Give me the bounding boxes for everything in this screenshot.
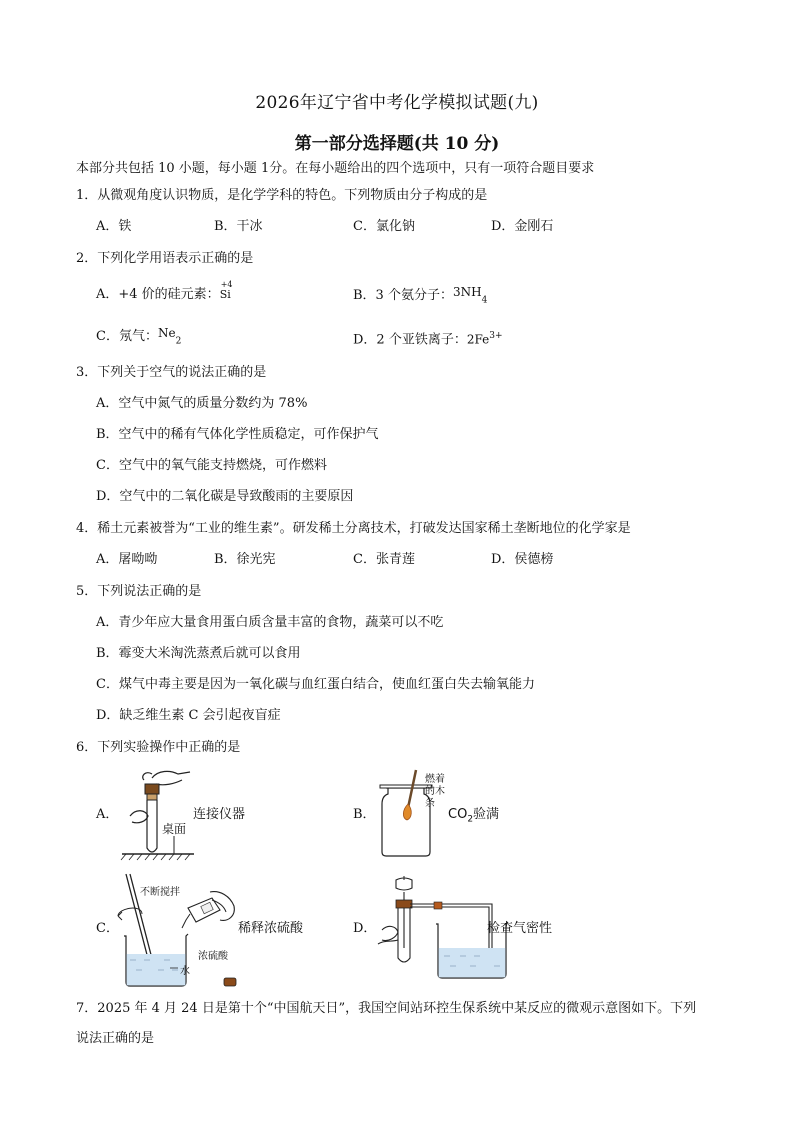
q2-option-c-subscript: 2	[175, 336, 182, 347]
q5-option-d: D．缺乏维生素 C 会引起夜盲症	[96, 708, 281, 723]
q2-option-b-formula: 3NH	[452, 285, 482, 299]
q6-option-b-note-line1: 燃着	[425, 774, 445, 785]
q6-option-a-caption: 连接仪器	[193, 807, 246, 822]
q6-option-b-note	[425, 774, 445, 810]
section-intro: 本部分共包括 10 小题，每小题 1分。在每小题给出的四个选项中，只有一项符合题目要求	[76, 161, 595, 176]
q6-option-b-note-line3: 条	[425, 798, 435, 809]
q7-stem-line1: 7．2025 年 4 月 24 日是第十个“中国航天日”，我国空间站环控生保系统中某反应的微观示意图如下。下列	[76, 1001, 697, 1016]
q6-option-b-subscript: 2	[467, 814, 474, 825]
q6-option-b-note-line2: 的木	[425, 786, 445, 797]
q2-option-c-text: C．氖气：	[96, 329, 158, 344]
q2-stem: 2．下列化学用语表示正确的是	[76, 251, 254, 266]
q2-option-a-valence: +4	[220, 280, 233, 289]
q2-option-a-element: Si	[219, 288, 231, 301]
q6-option-b-caption-text: 验满	[473, 807, 500, 822]
q4-option-c: C．张青莲	[353, 552, 415, 567]
q4-stem: 4．稀土元素被誉为“工业的维生素”。研发稀土分离技术，打破发达国家稀土垄断地位的化学家是	[76, 521, 631, 536]
q1-option-d: D．金刚石	[491, 219, 554, 234]
q2-option-a-symbol	[219, 280, 233, 303]
section-heading: 第一部分选择题(共 10 分)	[294, 134, 500, 154]
q1-stem: 1．从微观角度认识物质，是化学学科的特色。下列物质由分子构成的是	[76, 188, 488, 203]
q6-option-b-label: B．	[353, 807, 376, 822]
q6-option-c-note-water: 水	[180, 966, 190, 977]
q2-option-a-text: A．+4 价的硅元素：	[96, 287, 220, 302]
q6-option-b-formula: CO	[448, 807, 468, 822]
q2-option-d-text: D．2 个亚铁离子：	[353, 332, 467, 348]
q4-option-a: A．屠呦呦	[96, 552, 158, 567]
q6-option-a-label: A．	[96, 807, 119, 822]
q1-option-c: C．氯化钠	[353, 219, 415, 234]
q2-option-d	[353, 328, 503, 348]
q2-option-a	[96, 280, 233, 303]
q3-stem: 3．下列关于空气的说法正确的是	[76, 365, 267, 380]
q4-option-d: D．侯德榜	[491, 552, 554, 567]
q2-option-b-text: B．3 个氨分子：	[353, 288, 453, 303]
q2-option-d-charge: 3+	[489, 331, 503, 341]
q3-option-a: A．空气中氮气的质量分数约为 78%	[96, 396, 308, 411]
q1-option-a: A．铁	[96, 219, 132, 234]
page-title: 2026年辽宁省中考化学模拟试题(九)	[255, 93, 539, 113]
q6-option-a-note: 桌面	[162, 822, 187, 836]
q3-option-b: B．空气中的稀有气体化学性质稳定，可作保护气	[96, 427, 379, 442]
q7-stem-line2: 说法正确的是	[76, 1031, 155, 1046]
q2-option-d-formula: 2Fe	[466, 332, 490, 347]
q6-option-d-caption: 检查气密性	[487, 921, 553, 936]
q6-stem: 6．下列实验操作中正确的是	[76, 740, 241, 755]
q5-stem: 5．下列说法正确的是	[76, 584, 202, 599]
q3-option-d: D．空气中的二氧化碳是导致酸雨的主要原因	[96, 489, 354, 504]
q5-option-c: C．煤气中毒主要是因为一氧化碳与血红蛋白结合，使血红蛋白失去输氧能力	[96, 677, 535, 692]
q1-option-b: B．干冰	[214, 219, 263, 234]
q6-option-c-label: C．	[96, 921, 119, 936]
q6-option-a-figure	[118, 766, 198, 862]
q2-option-b	[353, 287, 487, 309]
q5-option-b: B．霉变大米淘洗蒸煮后就可以食用	[96, 646, 301, 661]
q2-option-b-subscript: 4	[481, 295, 488, 306]
q4-option-b: B．徐光宪	[214, 552, 276, 567]
q2-option-c	[96, 328, 181, 350]
q6-option-c-note-acid: 浓硫酸	[198, 951, 228, 962]
q5-option-a: A．青少年应大量食用蛋白质含量丰富的食物，蔬菜可以不吃	[96, 615, 444, 630]
q6-option-c-caption: 稀释浓硫酸	[238, 921, 304, 936]
q6-option-c-note-stir: 不断搅拌	[140, 887, 180, 898]
q6-option-d-label: D．	[353, 921, 377, 936]
q6-option-b-caption	[448, 807, 499, 828]
q2-option-c-formula: Ne	[157, 326, 176, 340]
q3-option-c: C．空气中的氧气能支持燃烧，可作燃料	[96, 458, 327, 473]
